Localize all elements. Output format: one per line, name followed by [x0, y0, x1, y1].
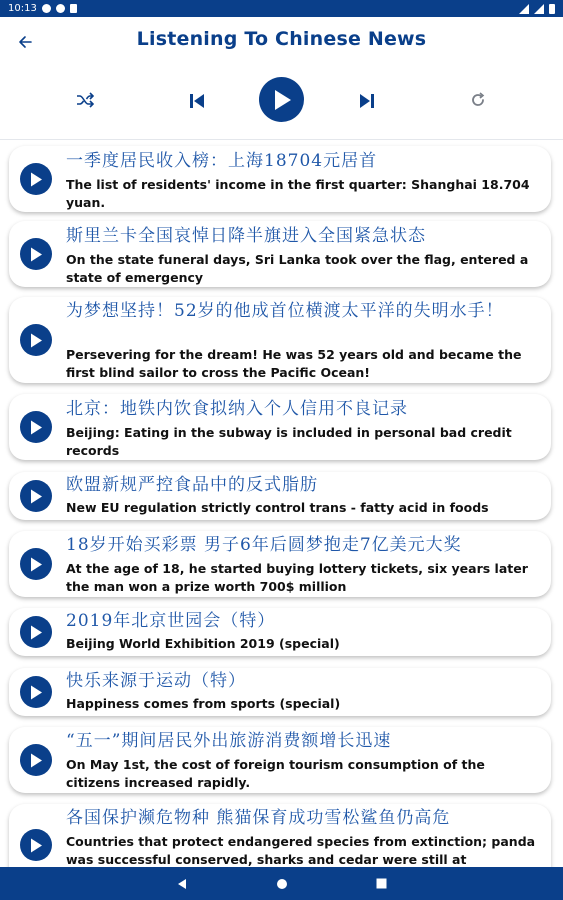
item-play-button[interactable]	[20, 411, 52, 443]
nav-home-icon	[276, 878, 288, 890]
news-item[interactable]	[9, 221, 551, 287]
english-translation: At the age of 18, he started buying lottery tickets, six years later the man won a prize worth 700$ million	[66, 561, 528, 594]
chinese-headline: 欧盟新规严控食品中的反式脂肪	[66, 475, 318, 495]
item-play-button[interactable]	[20, 744, 52, 776]
play-button[interactable]	[259, 77, 304, 122]
battery-icon	[549, 4, 555, 14]
nav-recents-icon	[376, 878, 387, 889]
english-translation: The list of residents' income in the first quarter: Shanghai 18.704 yuan.	[66, 177, 530, 210]
item-play-button[interactable]	[20, 163, 52, 195]
item-play-button[interactable]	[20, 676, 52, 708]
p-icon	[56, 4, 65, 13]
play-icon	[29, 753, 43, 768]
play-icon	[29, 557, 43, 572]
circle-icon	[42, 4, 51, 13]
chinese-headline: 为梦想坚持！52岁的他成首位横渡太平洋的失明水手！	[66, 301, 504, 321]
skip-previous-icon	[188, 92, 206, 110]
english-translation: Persevering for the dream! He was 52 years old and became the first blind sailor to cross the Pacific Ocean!	[66, 347, 522, 380]
chinese-headline: 北京：地铁内饮食拟纳入个人信用不良记录	[66, 399, 408, 419]
chinese-headline: 快乐来源于运动（特）	[66, 671, 246, 691]
nav-back-button[interactable]	[170, 872, 194, 896]
nav-home-button[interactable]	[270, 872, 294, 896]
repeat-icon	[470, 92, 486, 108]
news-item[interactable]	[9, 608, 551, 656]
news-item[interactable]	[9, 297, 551, 383]
item-play-button[interactable]	[20, 829, 52, 861]
play-icon	[29, 247, 43, 262]
play-icon	[29, 420, 43, 435]
page-title: Listening To Chinese News	[136, 28, 427, 50]
previous-button[interactable]	[184, 88, 210, 114]
item-play-button[interactable]	[20, 548, 52, 580]
app-bar	[0, 17, 563, 65]
news-list	[0, 140, 563, 867]
item-play-button[interactable]	[20, 616, 52, 648]
shuffle-icon	[76, 92, 94, 108]
english-translation: Happiness comes from sports (special)	[66, 696, 341, 711]
chinese-headline: 斯里兰卡全国哀悼日降半旗进入全国紧急状态	[66, 226, 426, 246]
play-icon	[29, 172, 43, 187]
play-icon	[29, 685, 43, 700]
signal-icon	[534, 4, 544, 14]
news-item[interactable]	[9, 804, 551, 867]
play-icon	[29, 838, 43, 853]
news-item[interactable]	[9, 394, 551, 460]
news-item[interactable]	[9, 472, 551, 520]
status-time: 10:13	[8, 3, 37, 14]
english-translation: On May 1st, the cost of foreign tourism consumption of the citizens increased rapidly.	[66, 757, 485, 790]
nav-back-icon	[177, 878, 187, 890]
chinese-headline: “五一”期间居民外出旅游消费额增长迅速	[66, 731, 392, 751]
play-icon	[29, 333, 43, 348]
news-item[interactable]	[9, 531, 551, 597]
english-translation: Beijing World Exhibition 2019 (special)	[66, 636, 340, 651]
news-item[interactable]	[9, 727, 551, 793]
system-nav-bar	[0, 867, 563, 900]
chinese-headline: 2019年北京世园会（特）	[66, 611, 276, 631]
nav-recents-button[interactable]	[370, 872, 394, 896]
player-controls	[0, 66, 563, 134]
item-play-button[interactable]	[20, 238, 52, 270]
skip-next-icon	[358, 92, 376, 110]
english-translation: Countries that protect endangered species from extinction; panda was successful conserved, sharks and cedar were still at	[66, 834, 536, 867]
chinese-headline: 一季度居民收入榜：上海18704元居首	[66, 151, 378, 171]
play-icon	[29, 489, 43, 504]
chinese-headline: 各国保护濒危物种 熊猫保育成功雪松鲨鱼仍高危	[66, 808, 451, 828]
next-button[interactable]	[354, 88, 380, 114]
play-icon	[272, 89, 292, 111]
status-bar	[0, 0, 563, 17]
shuffle-button[interactable]	[73, 88, 97, 112]
news-item[interactable]	[9, 668, 551, 716]
play-icon	[29, 625, 43, 640]
news-item[interactable]	[9, 146, 551, 212]
item-play-button[interactable]	[20, 324, 52, 356]
wifi-icon	[519, 4, 529, 14]
item-play-button[interactable]	[20, 480, 52, 512]
chinese-headline: 18岁开始买彩票 男子6年后圆梦抱走7亿美元大奖	[66, 535, 462, 555]
repeat-button[interactable]	[466, 88, 490, 112]
english-translation: New EU regulation strictly control trans - fatty acid in foods	[66, 500, 489, 515]
sim-icon	[70, 4, 77, 13]
english-translation: On the state funeral days, Sri Lanka took over the flag, entered a state of emergency	[66, 252, 529, 285]
english-translation: Beijing: Eating in the subway is included in personal bad credit records	[66, 425, 512, 458]
